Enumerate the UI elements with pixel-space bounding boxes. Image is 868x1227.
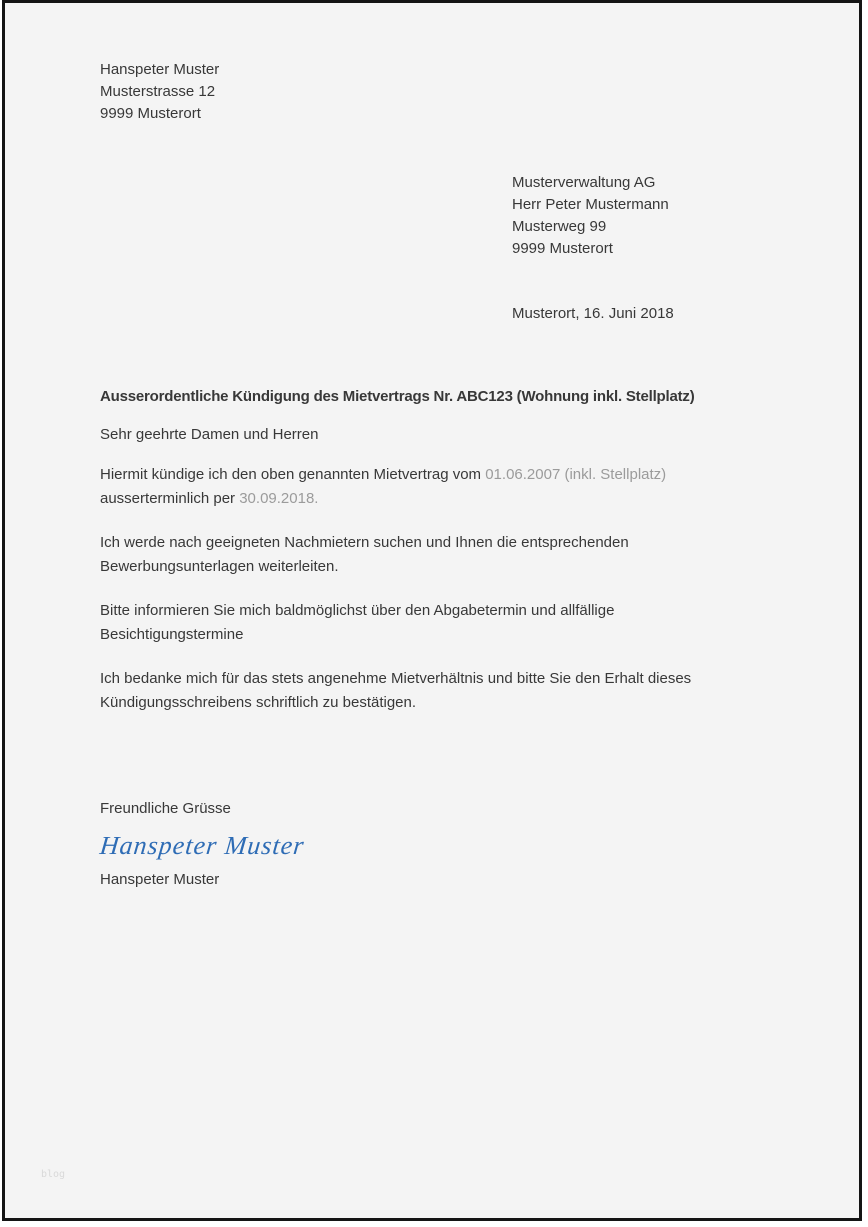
watermark-text: blog bbox=[41, 1169, 66, 1180]
letter-page bbox=[2, 0, 862, 1221]
termination-date-placeholder: 30.09.2018. bbox=[239, 490, 319, 507]
sender-name: Hanspeter Muster bbox=[100, 61, 220, 78]
date-line: Musterort, 16. Juni 2018 bbox=[512, 305, 674, 322]
sender-street: Musterstrasse 12 bbox=[100, 83, 216, 100]
paragraph-termination bbox=[100, 463, 762, 511]
termination-text-2: ausserterminlich per bbox=[100, 490, 240, 507]
subject-line: Ausserordentliche Kündigung des Mietvertrags Nr. ABC123 (Wohnung inkl. Stellplatz) bbox=[100, 388, 695, 405]
paragraph-handover-dates: Bitte informieren Sie mich baldmöglichst über den Abgabetermin und allfällige Besichtigungstermine bbox=[100, 602, 615, 643]
handwritten-signature: Hanspeter Muster bbox=[98, 831, 307, 860]
recipient-person: Herr Peter Mustermann bbox=[512, 196, 669, 213]
contract-date-placeholder: 01.06.2007 (inkl. Stellplatz) bbox=[485, 466, 667, 483]
paragraph-successor-tenants: Ich werde nach geeigneten Nachmietern suchen und Ihnen die entsprechenden Bewerbungsunterlagen weiterleiten. bbox=[100, 534, 629, 575]
recipient-city: 9999 Musterort bbox=[512, 240, 613, 257]
salutation: Sehr geehrte Damen und Herren bbox=[100, 426, 319, 443]
recipient-address-block bbox=[512, 172, 764, 260]
letter-content bbox=[5, 3, 859, 888]
paragraph-confirmation-request: Ich bedanke mich für das stets angenehme Mietverhältnis und bitte Sie den Erhalt dieses Kündigungsschreibens schriftlich zu bestätigen. bbox=[100, 670, 692, 711]
sender-address-block bbox=[100, 59, 764, 125]
termination-text-1: Hiermit kündige ich den oben genannten Mietvertrag vom bbox=[100, 466, 486, 483]
sender-city: 9999 Musterort bbox=[100, 105, 201, 122]
recipient-company: Musterverwaltung AG bbox=[512, 174, 656, 191]
signature-printed-name: Hanspeter Muster bbox=[100, 871, 220, 888]
closing-greeting: Freundliche Grüsse bbox=[100, 800, 231, 817]
recipient-street: Musterweg 99 bbox=[512, 218, 607, 235]
